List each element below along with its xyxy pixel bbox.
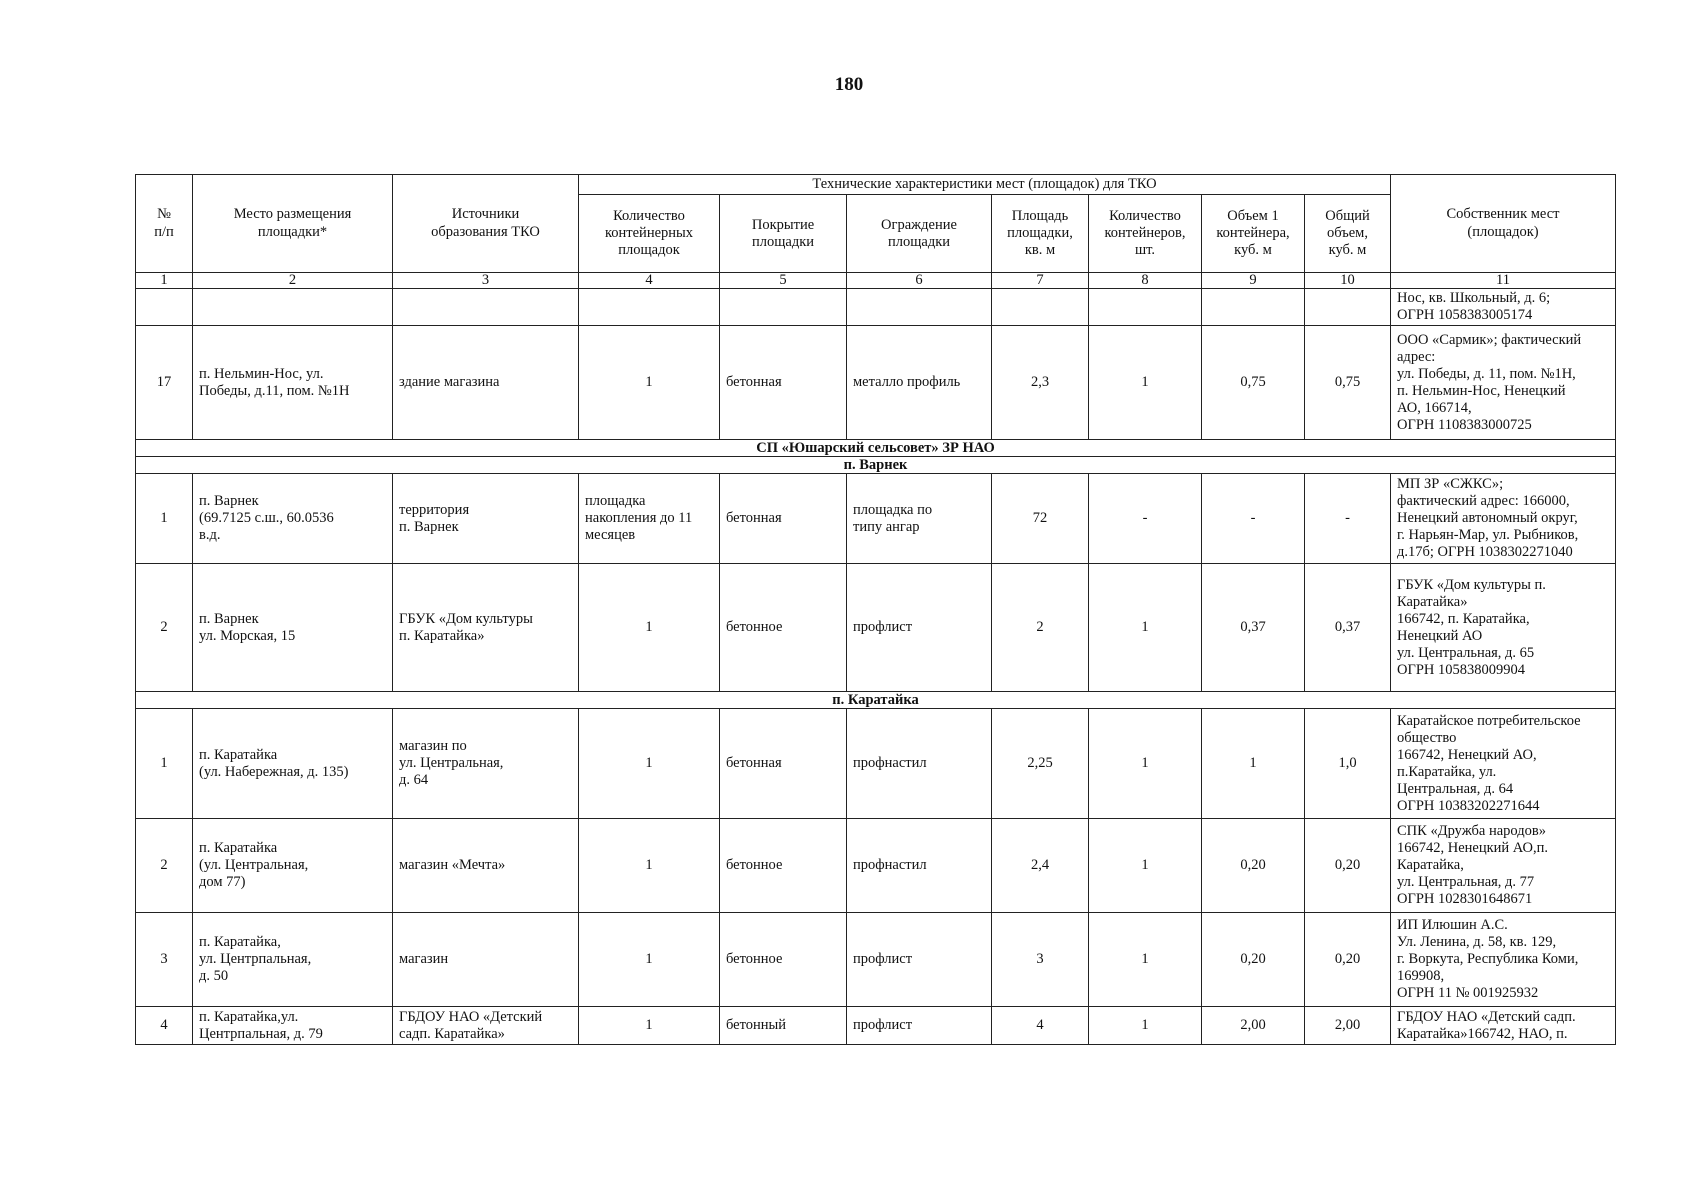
- row-owner: ИП Илюшин А.С. Ул. Ленина, д. 58, кв. 129, г. Воркута, Республика Коми, 169908, ОГРН 11 № 001925932: [1391, 913, 1616, 1007]
- row-place: п. Нельмин-Нос, ул. Победы, д.11, пом. №1Н: [193, 326, 393, 440]
- row-fence: профлист: [847, 1007, 992, 1045]
- row-containers: 1: [1089, 819, 1202, 913]
- col-number: 8: [1089, 273, 1202, 289]
- header-row-1: [136, 175, 1616, 195]
- col-number: 2: [193, 273, 393, 289]
- row-source: магазин: [393, 913, 579, 1007]
- col-number: 1: [136, 273, 193, 289]
- row-fence: профнастил: [847, 709, 992, 819]
- row-cover: бетонный: [720, 1007, 847, 1045]
- row-vol1: -: [1202, 474, 1305, 564]
- row-fence: профлист: [847, 564, 992, 692]
- section-title: п. Каратайка: [136, 692, 1616, 709]
- row-num: 1: [136, 474, 193, 564]
- section-title: п. Варнек: [136, 457, 1616, 474]
- row-count: 1: [579, 564, 720, 692]
- row-owner: ООО «Сармик»; фактический адрес: ул. Победы, д. 11, пом. №1Н, п. Нельмин-Нос, Ненецкий АО, 166714, ОГРН 1108383000725: [1391, 326, 1616, 440]
- row-containers: 1: [1089, 913, 1202, 1007]
- col-number: 10: [1305, 273, 1391, 289]
- row-cover: бетонное: [720, 819, 847, 913]
- row-cover: бетонная: [720, 474, 847, 564]
- row-count: 1: [579, 819, 720, 913]
- col-header-fence: Ограждение площадки: [847, 195, 992, 273]
- row-fence: профлист: [847, 913, 992, 1007]
- row-total: 0,37: [1305, 564, 1391, 692]
- row-vol1: 0,20: [1202, 819, 1305, 913]
- col-header-owner: Собственник мест (площадок): [1391, 175, 1616, 273]
- table-row: [136, 709, 1616, 819]
- col-header-tech-group: Технические характеристики мест (площадок) для ТКО: [579, 175, 1391, 195]
- col-header-count: Количество контейнерных площадок: [579, 195, 720, 273]
- col-header-source: Источники образования ТКО: [393, 175, 579, 273]
- row-count: 1: [579, 913, 720, 1007]
- col-header-num: № п/п: [136, 175, 193, 273]
- row-containers: 1: [1089, 1007, 1202, 1045]
- table-row: [136, 326, 1616, 440]
- row-cover: бетонная: [720, 326, 847, 440]
- row-source: ГБДОУ НАО «Детский садп. Каратайка»: [393, 1007, 579, 1045]
- row-area: 2,25: [992, 709, 1089, 819]
- row-num: 17: [136, 326, 193, 440]
- row-count: 1: [579, 709, 720, 819]
- table-row: [136, 1007, 1616, 1045]
- row-cover: бетонное: [720, 913, 847, 1007]
- row-containers: 1: [1089, 326, 1202, 440]
- row-cover: бетонное: [720, 564, 847, 692]
- row-source: магазин «Мечта»: [393, 819, 579, 913]
- row-owner: МП ЗР «СЖКС»; фактический адрес: 166000, Ненецкий автономный округ, г. Нарьян-Мар, ул. Рыбников, д.17б; ОГРН 1038302271040: [1391, 474, 1616, 564]
- section-row-sp: [136, 440, 1616, 457]
- row-count: 1: [579, 326, 720, 440]
- row-num: 3: [136, 913, 193, 1007]
- row-total: 0,20: [1305, 913, 1391, 1007]
- row-vol1: 0,75: [1202, 326, 1305, 440]
- continuation-row: [136, 289, 1616, 326]
- section-row-karataika: [136, 692, 1616, 709]
- table-row: [136, 913, 1616, 1007]
- row-place: п. Каратайка (ул. Центральная, дом 77): [193, 819, 393, 913]
- row-place: п. Каратайка,ул. Центрпальная, д. 79: [193, 1007, 393, 1045]
- row-total: 1,0: [1305, 709, 1391, 819]
- row-area: 72: [992, 474, 1089, 564]
- col-header-area: Площадь площадки, кв. м: [992, 195, 1089, 273]
- col-header-containers: Количество контейнеров, шт.: [1089, 195, 1202, 273]
- page-number: 180: [834, 74, 864, 95]
- row-area: 2: [992, 564, 1089, 692]
- waste-sites-table: [135, 174, 1616, 1045]
- row-vol1: 2,00: [1202, 1007, 1305, 1045]
- col-number: 3: [393, 273, 579, 289]
- col-header-total: Общий объем, куб. м: [1305, 195, 1391, 273]
- col-number: 5: [720, 273, 847, 289]
- row-total: 2,00: [1305, 1007, 1391, 1045]
- col-header-place: Место размещения площадки*: [193, 175, 393, 273]
- row-num: 2: [136, 564, 193, 692]
- row-area: 2,3: [992, 326, 1089, 440]
- row-area: 3: [992, 913, 1089, 1007]
- row-containers: 1: [1089, 709, 1202, 819]
- row-place: п. Варнек (69.7125 с.ш., 60.0536 в.д.: [193, 474, 393, 564]
- row-fence: профнастил: [847, 819, 992, 913]
- row-num: 4: [136, 1007, 193, 1045]
- table-row: [136, 564, 1616, 692]
- row-place: п. Варнек ул. Морская, 15: [193, 564, 393, 692]
- row-source: здание магазина: [393, 326, 579, 440]
- row-containers: -: [1089, 474, 1202, 564]
- section-title: СП «Юшарский сельсовет» ЗР НАО: [136, 440, 1616, 457]
- section-row-varnek: [136, 457, 1616, 474]
- row-count: площадка накопления до 11 месяцев: [579, 474, 720, 564]
- row-num: 2: [136, 819, 193, 913]
- col-number: 11: [1391, 273, 1616, 289]
- col-header-vol1: Объем 1 контейнера, куб. м: [1202, 195, 1305, 273]
- table-row: [136, 474, 1616, 564]
- row-place: п. Каратайка, ул. Центрпальная, д. 50: [193, 913, 393, 1007]
- row-total: -: [1305, 474, 1391, 564]
- row-area: 2,4: [992, 819, 1089, 913]
- row-place: п. Каратайка (ул. Набережная, д. 135): [193, 709, 393, 819]
- row-vol1: 1: [1202, 709, 1305, 819]
- row-total: 0,20: [1305, 819, 1391, 913]
- col-number: 6: [847, 273, 992, 289]
- col-number: 4: [579, 273, 720, 289]
- row-vol1: 0,20: [1202, 913, 1305, 1007]
- row-owner: ГБДОУ НАО «Детский садп. Каратайка»166742, НАО, п.: [1391, 1007, 1616, 1045]
- row-fence: площадка по типу ангар: [847, 474, 992, 564]
- col-number: 9: [1202, 273, 1305, 289]
- col-number: 7: [992, 273, 1089, 289]
- row-area: 4: [992, 1007, 1089, 1045]
- continuation-owner: Нос, кв. Школьный, д. 6; ОГРН 1058383005174: [1391, 289, 1616, 326]
- row-owner: СПК «Дружба народов» 166742, Ненецкий АО,п. Каратайка, ул. Центральная, д. 77 ОГРН 1028301648671: [1391, 819, 1616, 913]
- row-total: 0,75: [1305, 326, 1391, 440]
- col-header-cover: Покрытие площадки: [720, 195, 847, 273]
- column-numbers-row: [136, 273, 1616, 289]
- table-row: [136, 819, 1616, 913]
- row-owner: ГБУК «Дом культуры п. Каратайка» 166742, п. Каратайка, Ненецкий АО ул. Центральная, д. 65 ОГРН 105838009904: [1391, 564, 1616, 692]
- row-containers: 1: [1089, 564, 1202, 692]
- row-owner: Каратайское потребительское общество 166742, Ненецкий АО, п.Каратайка, ул. Центральная, д. 64 ОГРН 10383202271644: [1391, 709, 1616, 819]
- row-source: территория п. Варнек: [393, 474, 579, 564]
- row-source: ГБУК «Дом культуры п. Каратайка»: [393, 564, 579, 692]
- row-vol1: 0,37: [1202, 564, 1305, 692]
- row-cover: бетонная: [720, 709, 847, 819]
- row-count: 1: [579, 1007, 720, 1045]
- row-source: магазин по ул. Центральная, д. 64: [393, 709, 579, 819]
- row-fence: металло профиль: [847, 326, 992, 440]
- row-num: 1: [136, 709, 193, 819]
